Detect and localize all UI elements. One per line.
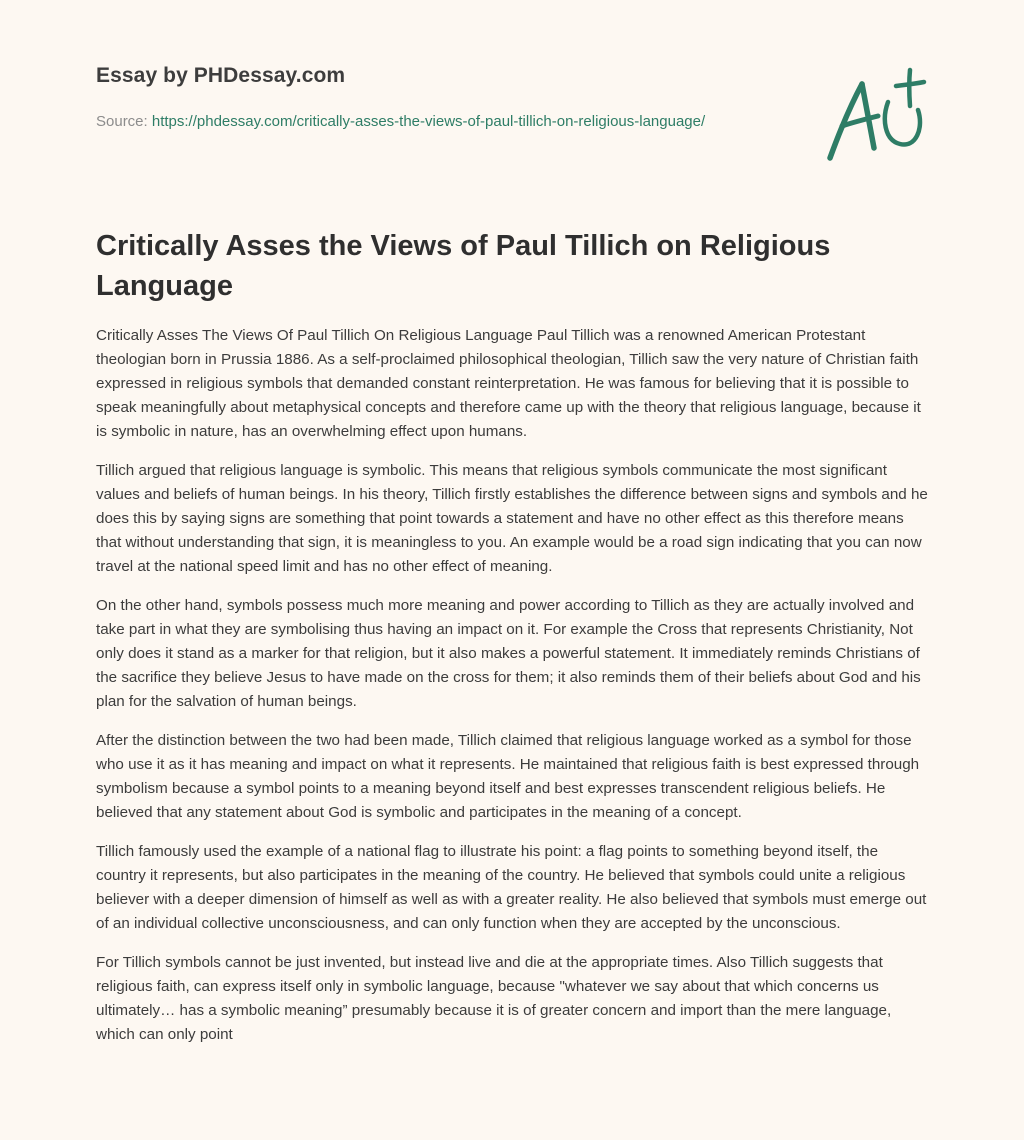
a-plus-logo-icon xyxy=(822,66,928,164)
paragraph: Tillich argued that religious language is symbolic. This means that religious symbols communicate the most significant values and beliefs of human beings. In his theory, Tillich firstly establishes the difference between signs and symbols and he does this by saying signs are something that point towards a statement and have no other effect as this therefore means that without understanding that sign, it is meaningless to you. An example would be a road sign indicating that you can now travel at the national speed limit and has no other effect of meaning. xyxy=(96,462,928,575)
paragraph: On the other hand, symbols possess much more meaning and power according to Tillich as they are actually involved and take part in what they are symbolising thus having an impact on it. For example the Cross that represents Christianity, Not only does it stand as a marker for that religion, but it also makes a powerful statement. It immediately reminds Christians of the sacrifice they believe Jesus to have made on the cross for them; it also reminds them of their beliefs about God and his plan for the salvation of human beings. xyxy=(96,597,921,710)
site-title: Essay by PHDessay.com xyxy=(96,64,346,87)
article-body xyxy=(96,324,930,1062)
paragraph: Tillich famously used the example of a national flag to illustrate his point: a flag points to something beyond itself, the country it represents, but also participates in the meaning of the country. He believed that symbols could unite a religious believer with a deeper dimension of himself as well as with a greater reality. He also believed that symbols must emerge out of an individual collective unconsciousness, and can only function when they are accepted by the unconscious. xyxy=(96,843,927,932)
paragraph: For Tillich symbols cannot be just invented, but instead live and die at the appropriate times. Also Tillich suggests that religious faith, can express itself only in symbolic language, because "whatever we say about that which concerns us ultimately… has a symbolic meaning” presumably because it is of greater concern and import than the mere language, which can only point xyxy=(96,954,892,1043)
source-line xyxy=(96,110,736,134)
paragraph: Critically Asses The Views Of Paul Tillich On Religious Language Paul Tillich was a renowned American Protestant theologian born in Prussia 1886. As a self-proclaimed philosophical theologian, Tillich saw the very nature of Christian faith expressed in religious symbols that demanded constant reinterpretation. He was famous for believing that it is possible to speak meaningfully about metaphysical concepts and therefore came up with the theory that religious language, because it is symbolic in nature, has an overwhelming effect upon humans. xyxy=(96,327,921,440)
paragraph: After the distinction between the two had been made, Tillich claimed that religious language worked as a symbol for those who use it as it has meaning and impact on what it represents. He maintained that religious faith is best expressed through symbolism because a symbol points to a meaning beyond itself and best expresses transcendent religious beliefs. He believed that any statement about God is symbolic and participates in the meaning of a concept. xyxy=(96,732,920,821)
article-title: Critically Asses the Views of Paul Tillich on Religious Language xyxy=(96,230,831,302)
source-link[interactable]: https://phdessay.com/critically-asses-the-views-of-paul-tillich-on-religious-language/ xyxy=(151,113,706,130)
source-label: Source: xyxy=(96,113,148,130)
